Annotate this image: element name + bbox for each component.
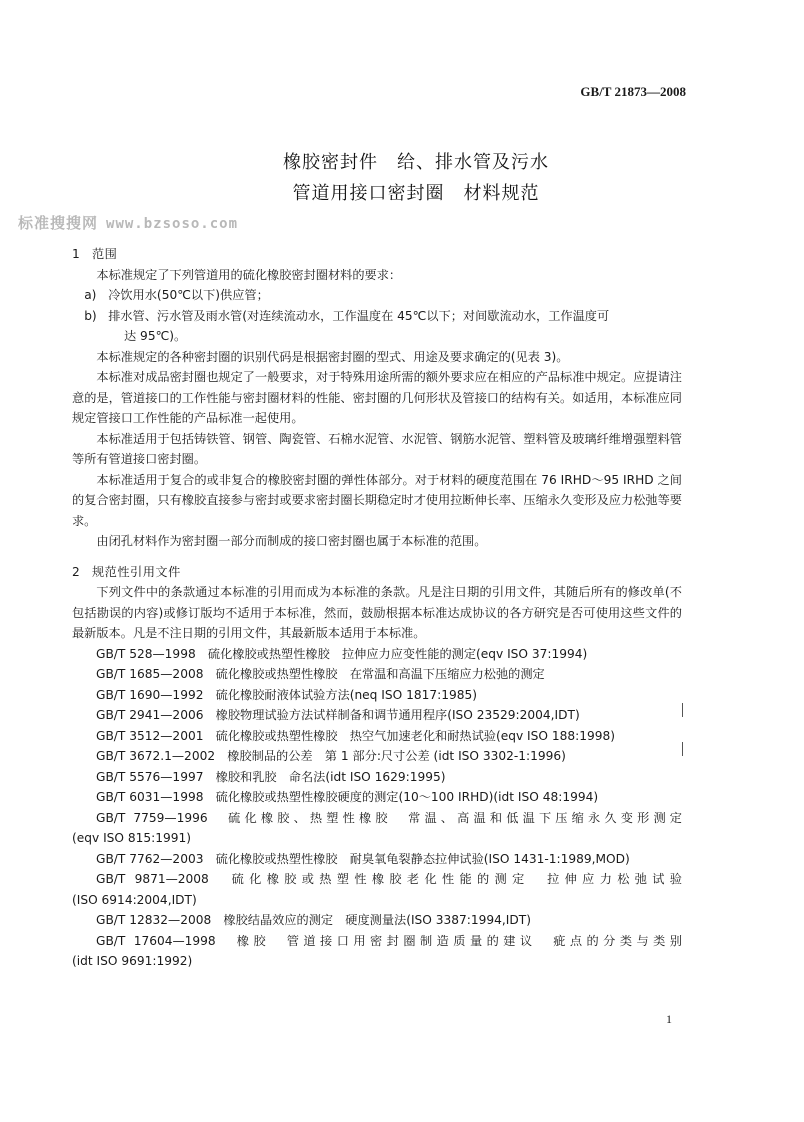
reference-item-continued: (ISO 6914:2004,IDT) bbox=[72, 892, 197, 907]
list-item-a bbox=[72, 285, 682, 306]
reference-item: GB/T 528—1998 硫化橡胶或热塑性橡胶 拉伸应力应变性能的测定(eqv ISO 37:1994) bbox=[96, 646, 588, 661]
reference-item: GB/T 1685—2008 硫化橡胶或热塑性橡胶 在常温和高温下压缩应力松弛的测定 bbox=[96, 667, 545, 681]
reference-item: GB/T 7762—2003 硫化橡胶或热塑性橡胶 耐臭氧龟裂静态拉伸试验(ISO 1431-1:1989,MOD) bbox=[96, 851, 630, 866]
reference-item: GB/T 6031—1998 硫化橡胶或热塑性橡胶硬度的测定(10～100 IRHD)(idt ISO 48:1994) bbox=[96, 790, 599, 804]
paragraph: 由闭孔材料作为密封圈一部分而制成的接口密封圈也属于本标准的范围。 bbox=[96, 534, 487, 548]
section-1-number: 1 bbox=[72, 247, 81, 261]
list-item-b-continued: 达 95℃)。 bbox=[124, 329, 187, 343]
reference-item: GB/T 7759—1996 硫化橡胶、热塑性橡胶 常温、高温和低温下压缩永久变形测定 bbox=[96, 810, 682, 825]
section-2-title: 规范性引用文件 bbox=[92, 564, 181, 579]
standard-code: GB/T 21873—2008 bbox=[580, 84, 686, 99]
paragraph: 本标准适用于包括铸铁管、钢管、陶瓷管、石棉水泥管、水泥管、钢筋水泥管、塑料管及玻璃纤维增强塑料管等所有管道接口密封圈。 bbox=[72, 431, 682, 466]
paragraph: 本标准对成品密封圈也规定了一般要求，对于特殊用途所需的额外要求应在相应的产品标准中规定。应提请注意的是，管道接口的工作性能与密封圈材料的性能、密封圈的几何形状及管接口的结构有关。如适用，本标准应同规定管接口工作性能的产品标准一起使用。 bbox=[72, 370, 682, 425]
reference-item: GB/T 2941—2006 橡胶物理试验方法试样制备和调节通用程序(ISO 23529:2004,IDT) bbox=[96, 708, 580, 722]
watermark-url: www.bzsoso.com bbox=[106, 216, 239, 232]
reference-item: GB/T 9871—2008 硫化橡胶或热塑性橡胶老化性能的测定 拉伸应力松弛试验 bbox=[96, 872, 682, 886]
section-2-number: 2 bbox=[72, 564, 81, 579]
reference-item: GB/T 17604—1998 橡胶 管道接口用密封圈制造质量的建议 疵点的分类与类别 bbox=[96, 933, 682, 948]
reference-item: GB/T 1690—1992 硫化橡胶耐液体试验方法(neq ISO 1817:1985) bbox=[96, 687, 477, 702]
page-title-line-2: 管道用接口密封圈 材料规范 bbox=[292, 183, 540, 204]
list-item-a-text: 冷饮用水(50℃以下)供应管； bbox=[108, 288, 269, 302]
reference-item: GB/T 3512—2001 硫化橡胶或热塑性橡胶 热空气加速老化和耐热试验(eqv ISO 188:1998) bbox=[96, 728, 615, 743]
reference-item: GB/T 3672.1—2002 橡胶制品的公差 第 1 部分:尺寸公差 (idt ISO 3302-1:1996) bbox=[96, 749, 566, 763]
section-1-intro: 本标准规定了下列管道用的硫化橡胶密封圈材料的要求： bbox=[96, 267, 402, 282]
list-item-b-label: b) bbox=[84, 308, 97, 323]
list-item-b bbox=[72, 306, 682, 327]
reference-item: GB/T 12832—2008 橡胶结晶效应的测定 硬度测量法(ISO 3387:1994,IDT) bbox=[96, 913, 531, 927]
reference-item-continued: (idt ISO 9691:1992) bbox=[72, 954, 193, 968]
paragraph: 本标准规定的各种密封圈的识别代码是根据密封圈的型式、用途及要求确定的(见表 3)。 bbox=[96, 349, 569, 364]
reference-item-continued: (eqv ISO 815:1991) bbox=[72, 831, 192, 845]
revision-mark bbox=[682, 703, 683, 717]
revision-mark bbox=[682, 742, 683, 756]
watermark-text: 标准搜搜网 bbox=[18, 214, 99, 232]
section-1-title: 范围 bbox=[92, 247, 118, 261]
section-2-intro: 下列文件中的条款通过本标准的引用而成为本标准的条款。凡是注日期的引用文件，其随后所有的修改单(不包括勘误的内容)或修订版均不适用于本标准，然而，鼓励根据本标准达成协议的各方研究是否可使用这些文件的最新版本。凡是不注日期的引用文件，其最新版本适用于本标准。 bbox=[72, 585, 682, 640]
page-number: 1 bbox=[666, 1012, 672, 1026]
document-body bbox=[72, 244, 682, 972]
section-1-heading bbox=[72, 244, 682, 265]
reference-list bbox=[72, 644, 682, 972]
page-title-line-1: 橡胶密封件 给、排水管及污水 bbox=[283, 152, 549, 173]
section-2-heading bbox=[72, 562, 682, 583]
paragraph: 本标准适用于复合的或非复合的橡胶密封圈的弹性体部分。对于材料的硬度范围在 76 IRHD～95 IRHD 之间的复合密封圈，只有橡胶直接参与密封或要求密封圈长期稳定时才使用拉断伸长率、压缩永久变形及应力松弛等要求。 bbox=[72, 472, 682, 528]
list-item-a-label: a) bbox=[84, 288, 97, 302]
list-item-b-text: 排水管、污水管及雨水管(对连续流动水，工作温度在 45℃以下；对间歇流动水，工作温度可 bbox=[108, 308, 610, 323]
watermark bbox=[18, 212, 238, 233]
reference-item: GB/T 5576—1997 橡胶和乳胶 命名法(idt ISO 1629:1995) bbox=[96, 769, 446, 784]
